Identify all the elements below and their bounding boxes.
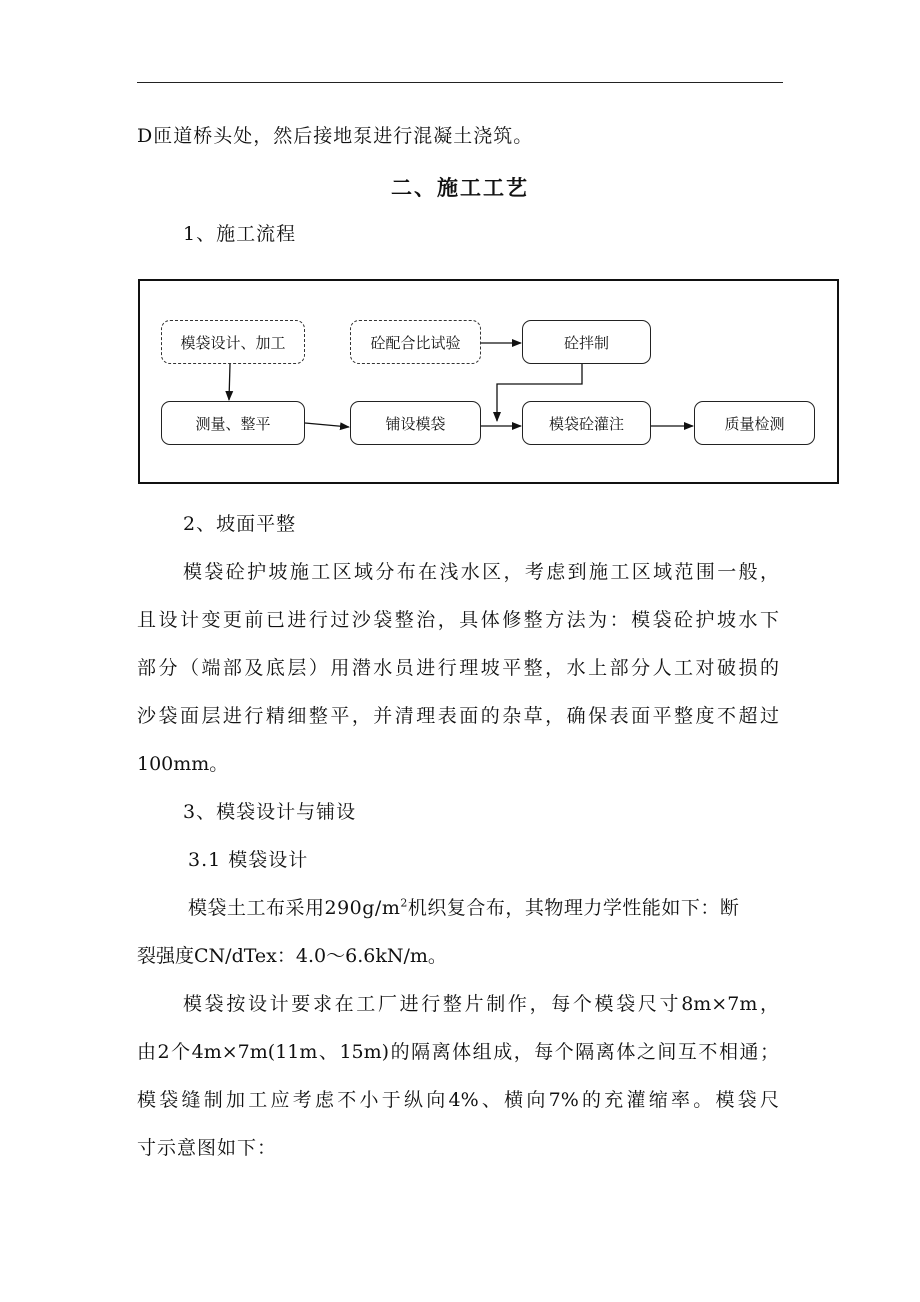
subheading-slope: 2、坡面平整	[183, 513, 297, 535]
para32-line1: 模袋按设计要求在工厂进行整片制作，每个模袋尺寸8m×7m，	[183, 993, 779, 1015]
subheading-bag-design: 3.1 模袋设计	[188, 849, 309, 871]
flow-node-survey-level: 测量、整平	[161, 401, 305, 445]
section-title: 二、施工工艺	[391, 175, 529, 200]
para31-line1-a: 模袋土工布采用290g/m	[188, 897, 401, 919]
arrow-mixing-to-grouting	[497, 364, 582, 421]
flow-node-lay-bag: 铺设模袋	[350, 401, 481, 445]
subheading-bag-design-laying: 3、模袋设计与铺设	[183, 801, 357, 823]
flow-node-grouting: 模袋砼灌注	[522, 401, 651, 445]
flow-node-bag-design: 模袋设计、加工	[161, 320, 305, 364]
arrow-survey-to-lay	[305, 423, 349, 427]
para31-line2: 裂强度CN/dTex：4.0～6.6kN/m。	[137, 945, 447, 967]
flow-node-mixing: 砼拌制	[522, 320, 651, 364]
flow-node-mix-test: 砼配合比试验	[350, 320, 481, 364]
flow-node-quality-check: 质量检测	[694, 401, 815, 445]
para2-line5: 100mm。	[137, 753, 229, 775]
para31-superscript: 2	[400, 896, 408, 910]
para2-line1: 模袋砼护坡施工区域分布在浅水区，考虑到施工区域范围一般，	[183, 561, 779, 583]
para31-line1	[188, 896, 739, 920]
para2-line3: 部分（端部及底层）用潜水员进行理坡平整，水上部分人工对破损的	[137, 657, 779, 679]
para2-line4: 沙袋面层进行精细整平，并清理表面的杂草，确保表面平整度不超过	[137, 705, 779, 727]
intro-line: D匝道桥头处，然后接地泵进行混凝土浇筑。	[137, 125, 534, 147]
para31-line1-b: 机织复合布，其物理力学性能如下：断	[407, 897, 740, 919]
para32-line2: 由2个4m×7m(11m、15m)的隔离体组成，每个隔离体之间互不相通；	[137, 1041, 779, 1063]
para2-line2: 且设计变更前已进行过沙袋整治，具体修整方法为：模袋砼护坡水下	[137, 609, 779, 631]
subheading-flow: 1、施工流程	[183, 223, 297, 245]
arrow-design-to-survey	[229, 364, 230, 400]
para32-line3: 模袋缝制加工应考虑不小于纵向4%、横向7%的充灌缩率。模袋尺	[137, 1089, 779, 1111]
para32-line4: 寸示意图如下：	[137, 1137, 278, 1159]
